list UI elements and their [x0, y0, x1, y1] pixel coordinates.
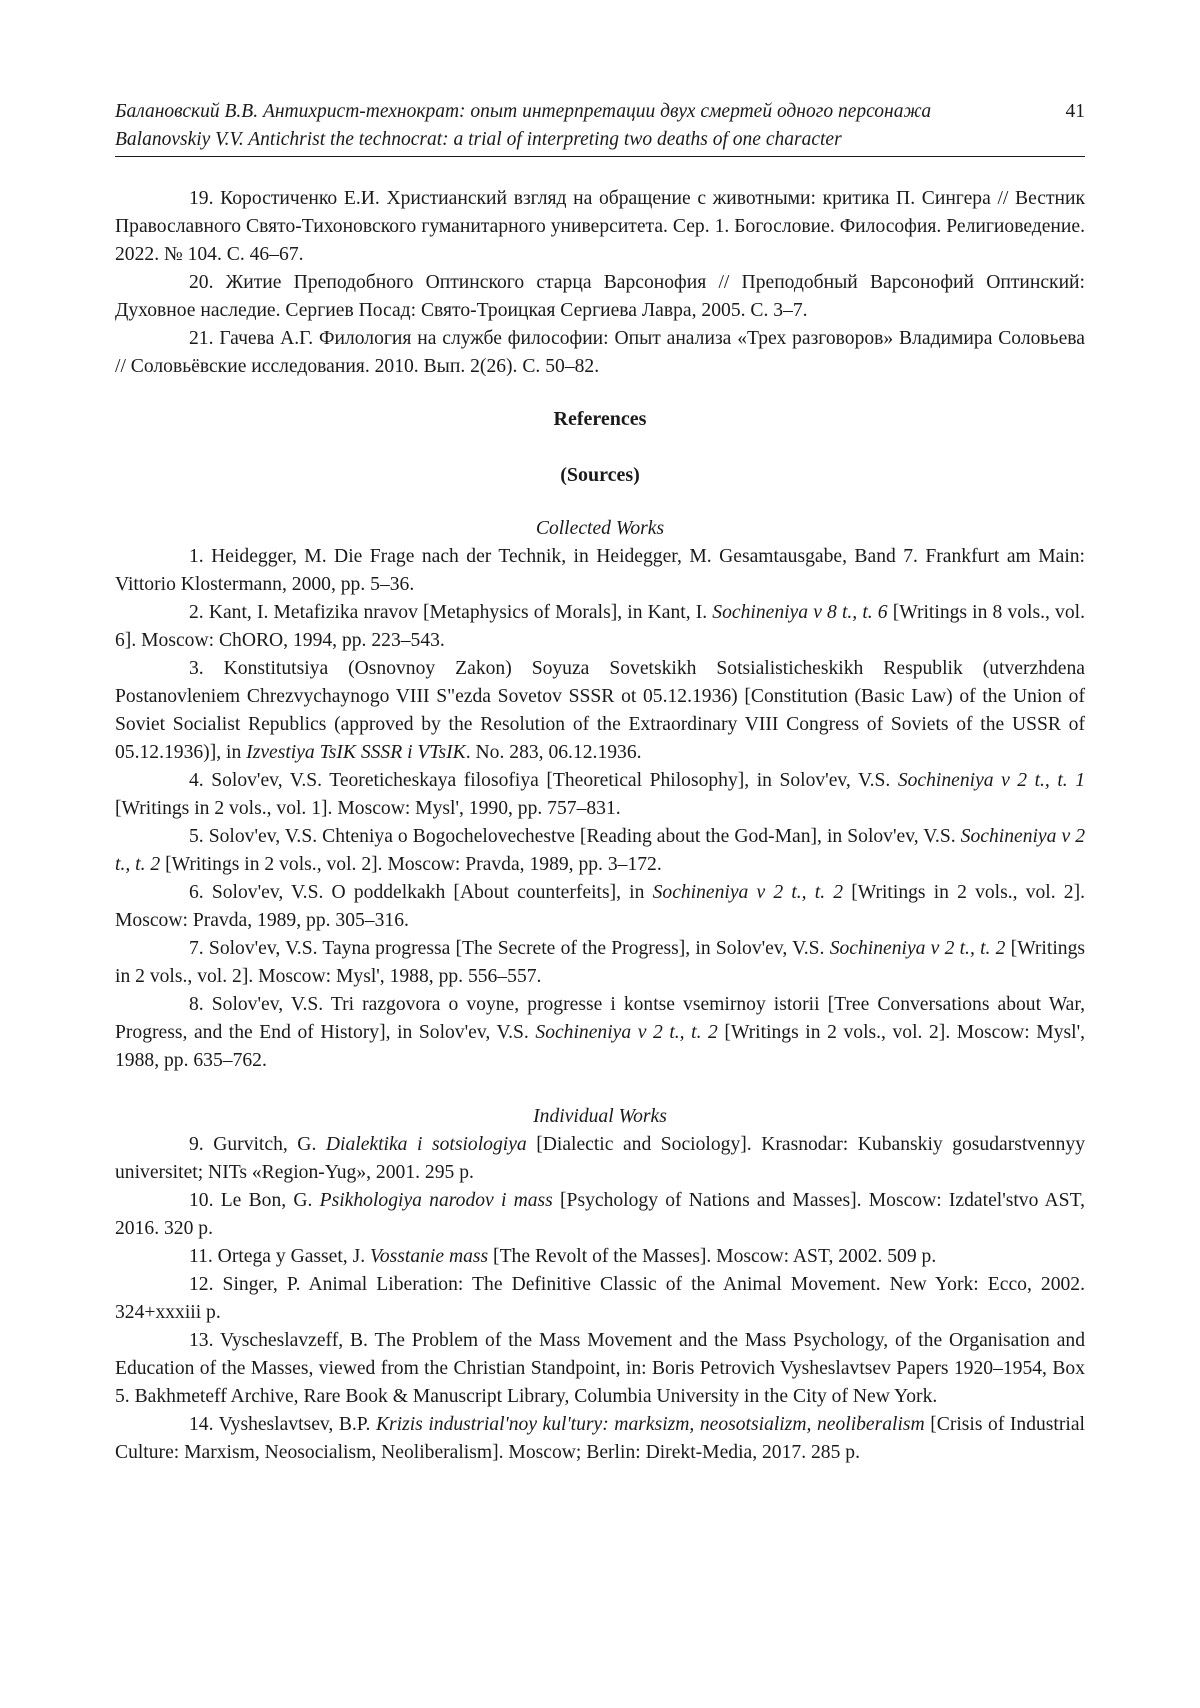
reference-item: 20. Житие Преподобного Оптинского старца Варсонофия // Преподобный Варсонофий Оптинский: Духовное наследие. Сергиев Посад: Свято-Троицкая Сергиева Лавра, 2005. С. 3–7. — [115, 272, 1085, 321]
journal-page — [115, 98, 1085, 1467]
running-header — [115, 98, 1085, 157]
individual-works-list — [115, 1131, 1085, 1467]
reference-item: 19. Коростиченко Е.И. Христианский взгляд на обращение с животными: критика П. Сингера // Вестник Православного Свято-Тихоновского гуманитарного университета. Сер. 1. Богословие. Философия. Религиоведение. 2022. № 104. С. 46–67. — [115, 188, 1085, 265]
reference-item: 2. Kant, I. Metafizika nravov [Metaphysics of Morals], in Kant, I. Sochineniya v 8 t., t. 6 [Writings in 8 vols., vol. 6]. Moscow: ChORO, 1994, pp. 223–543. — [115, 602, 1085, 651]
reference-item: 3. Konstitutsiya (Osnovnoy Zakon) Soyuza Sovetskikh Sotsialisticheskikh Respublik (utverzhdena Postanovleniem Chrezvychaynogo VIII S"ezda Sovetov SSSR ot 05.12.1936) [Constitution (Basic Law) of the Union of Soviet Socialist Republics (approved by the Resolution of the Extraordinary VIII Congress of Soviets of the USSR of 05.12.1936)], in Izvestiya TsIK SSSR i VTsIK. No. 283, 06.12.1936. — [115, 658, 1085, 763]
reference-item: 4. Solov'ev, V.S. Teoreticheskaya filosofiya [Theoretical Philosophy], in Solov'ev, V.S. Sochineniya v 2 t., t. 1 [Writings in 2 vols., vol. 1]. Moscow: Mysl', 1990, pp. 757–831. — [115, 770, 1085, 819]
sources-heading: (Sources) — [560, 464, 640, 486]
collected-works-heading: Collected Works — [535, 518, 665, 539]
reference-item: 13. Vyscheslavzeff, B. The Problem of the Mass Movement and the Mass Psychology, of the Organisation and Education of the Masses, viewed from the Christian Standpoint, in: Boris Petrovich Vysheslavtsev Papers 1920–1954, Box 5. Bakhmeteff Archive, Rare Book & Manuscript Library, Columbia University in the City of New York. — [115, 1330, 1085, 1407]
individual-works-heading: Individual Works — [533, 1106, 667, 1127]
reference-item: 9. Gurvitch, G. Dialektika i sotsiologiya [Dialectic and Sociology]. Krasnodar: Kubanskiy gosudarstvennyy universitet; NITs «Region-Yug», 2001. 295 p. — [115, 1134, 1085, 1183]
collected-works-list — [115, 543, 1085, 1075]
reference-item: 6. Solov'ev, V.S. O poddelkakh [About counterfeits], in Sochineniya v 2 t., t. 2 [Writings in 2 vols., vol. 2]. Moscow: Pravda, 1989, pp. 305–316. — [115, 882, 1086, 931]
reference-item: 7. Solov'ev, V.S. Tayna progressa [The Secrete of the Progress], in Solov'ev, V.S. Sochineniya v 2 t., t. 2 [Writings in 2 vols., vol. 2]. Moscow: Mysl', 1988, pp. 556–557. — [115, 938, 1085, 987]
references-heading: References — [553, 408, 647, 430]
reference-item: 12. Singer, P. Animal Liberation: The Definitive Classic of the Animal Movement. New York: Ecco, 2002. 324+xxxiii p. — [115, 1274, 1085, 1323]
reference-item: 5. Solov'ev, V.S. Chteniya o Bogochelovechestve [Reading about the God-Man], in Solov'ev, V.S. Sochineniya v 2 t., t. 2 [Writings in 2 vols., vol. 2]. Moscow: Pravda, 1989, pp. 3–172. — [115, 826, 1085, 875]
reference-item: 14. Vysheslavtsev, B.P. Krizis industrial'noy kul'tury: marksizm, neosotsializm, neoliberalism [Crisis of Industrial Culture: Marxism, Neosocialism, Neoliberalism]. Moscow; Berlin: Direkt-Media, 2017. 285 p. — [115, 1414, 1085, 1463]
header-title-english: Balanovskiy V.V. Antichrist the technocrat: a trial of interpreting two deaths of one character — [115, 129, 842, 150]
reference-item: 10. Le Bon, G. Psikhologiya narodov i mass [Psychology of Nations and Masses]. Moscow: Izdatel'stvo AST, 2016. 320 p. — [115, 1190, 1085, 1239]
reference-item: 1. Heidegger, M. Die Frage nach der Technik, in Heidegger, M. Gesamtausgabe, Band 7. Frankfurt am Main: Vittorio Klostermann, 2000, pp. 5–36. — [115, 546, 1085, 595]
reference-item: 21. Гачева А.Г. Филология на службе философии: Опыт анализа «Трех разговоров» Владимира Соловьева // Соловьёвские исследования. 2010. Вып. 2(26). С. 50–82. — [115, 328, 1085, 377]
reference-item: 11. Ortega y Gasset, J. Vosstanie mass [The Revolt of the Masses]. Moscow: AST, 2002. 509 p. — [189, 1246, 937, 1267]
russian-reference-list — [115, 185, 1085, 381]
page-number: 41 — [1065, 101, 1085, 122]
reference-item: 8. Solov'ev, V.S. Tri razgovora o voyne, progresse i kontse vsemirnoy istorii [Tree Conversations about War, Progress, and the End of History], in Solov'ev, V.S. Sochineniya v 2 t., t. 2 [Writings in 2 vols., vol. 2]. Moscow: Mysl', 1988, pp. 635–762. — [115, 994, 1085, 1071]
header-title-russian: Балановский В.В. Антихрист-технократ: опыт интерпретации двух смертей одного персонажа — [115, 101, 932, 122]
